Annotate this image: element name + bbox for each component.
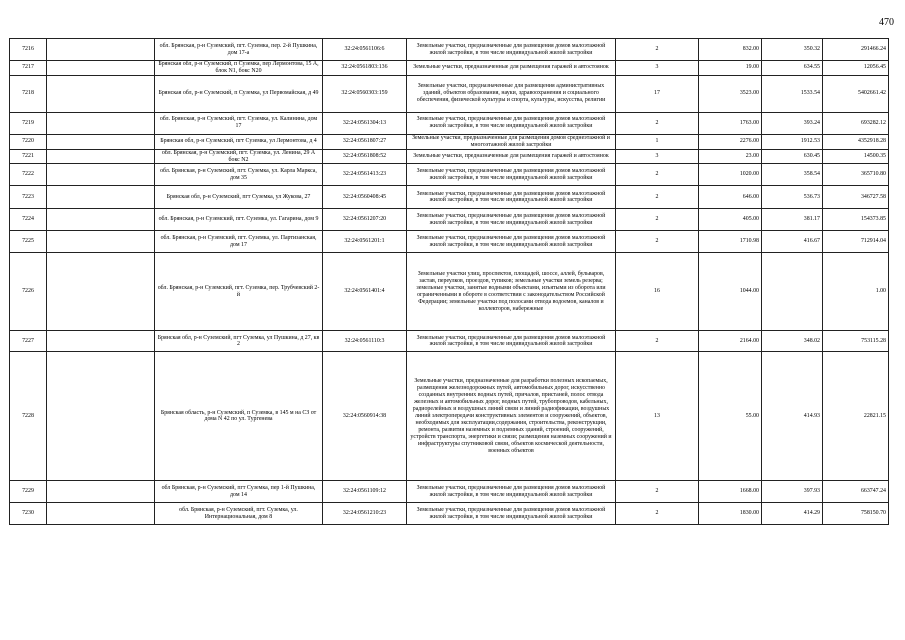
table-row xyxy=(10,253,889,331)
land-use-cell: Земельные участки, предназначенные для размещения домов малоэтажной жилой застройки, в том числе индивидуальной жилой застройки xyxy=(407,331,616,352)
address-cell: Брянская обл, р-н Суземский, п Суземка, ул Первомайская, д 49 xyxy=(155,75,323,112)
row-number: 7224 xyxy=(10,209,47,231)
land-use-cell: Земельные участки, предназначенные для размещения домов малоэтажной жилой застройки, в том числе индивидуальной жилой застройки xyxy=(407,164,616,186)
cadastral-number-cell: 32:24:0560914:38 xyxy=(323,352,407,481)
row-number: 7228 xyxy=(10,352,47,481)
unit-price-cell: 397.93 xyxy=(762,481,823,503)
area-cell: 19.00 xyxy=(699,61,762,76)
table-row xyxy=(10,231,889,253)
area-cell: 1044.00 xyxy=(699,253,762,331)
unit-price-cell: 416.67 xyxy=(762,231,823,253)
spacer-cell xyxy=(47,39,155,61)
area-cell: 2276.00 xyxy=(699,134,762,149)
unit-price-cell: 634.55 xyxy=(762,61,823,76)
unit-price-cell: 350.32 xyxy=(762,39,823,61)
table-row xyxy=(10,39,889,61)
land-use-cell: Земельные участки, предназначенные для размещения домов среднеэтажной и многоэтажной жилой застройки xyxy=(407,134,616,149)
cadastral-number-cell: 32:24:0561401:4 xyxy=(323,253,407,331)
spacer-cell xyxy=(47,186,155,209)
cadastral-value-cell: 14500.35 xyxy=(823,149,889,164)
address-cell: обл. Брянская, р-н Суземский, пгт. Суземка, пер. 2-й Пушкина, дом 17-а xyxy=(155,39,323,61)
cadastral-number-cell: 32:24:0561807:27 xyxy=(323,134,407,149)
row-number: 7225 xyxy=(10,231,47,253)
spacer-cell xyxy=(47,75,155,112)
unit-price-cell: 348.02 xyxy=(762,331,823,352)
cadastral-number-cell: 32:24:0561201:1 xyxy=(323,231,407,253)
address-cell: Брянская обл, р-н Суземский, пгт Суземка, ул Лермонтова, д 4 xyxy=(155,134,323,149)
land-use-cell: Земельные участки, предназначенные для размещения гаражей и автостоянок xyxy=(407,61,616,76)
cadastral-number-cell: 32:24:0561207:20 xyxy=(323,209,407,231)
cadastral-number-cell: 32:24:0561413:23 xyxy=(323,164,407,186)
spacer-cell xyxy=(47,134,155,149)
category-cell: 3 xyxy=(616,149,699,164)
address-cell: обл. Брянская, р-н Суземский, пгт. Суземка, ул. Калинина, дом 17 xyxy=(155,112,323,134)
land-registry-table xyxy=(9,38,889,525)
unit-price-cell xyxy=(762,253,823,331)
cadastral-value-cell: 753115.28 xyxy=(823,331,889,352)
unit-price-cell: 1533.54 xyxy=(762,75,823,112)
cadastral-number-cell: 32:24:0561803:136 xyxy=(323,61,407,76)
spacer-cell xyxy=(47,231,155,253)
category-cell: 2 xyxy=(616,231,699,253)
cadastral-number-cell: 32:24:0561304:13 xyxy=(323,112,407,134)
category-cell: 2 xyxy=(616,481,699,503)
table-row xyxy=(10,149,889,164)
row-number: 7221 xyxy=(10,149,47,164)
area-cell: 3523.00 xyxy=(699,75,762,112)
category-cell: 3 xyxy=(616,61,699,76)
address-cell: обл. Брянская, р-н Суземский, пгт. Суземка, ул. Гагарина, дом 9 xyxy=(155,209,323,231)
spacer-cell xyxy=(47,352,155,481)
cadastral-value-cell: 154373.85 xyxy=(823,209,889,231)
cadastral-value-cell: 1.00 xyxy=(823,253,889,331)
land-use-cell: Земельные участки, предназначенные для размещения домов малоэтажной жилой застройки, в том числе индивидуальной жилой застройки xyxy=(407,112,616,134)
cadastral-number-cell: 32:24:0561808:52 xyxy=(323,149,407,164)
area-cell: 405.00 xyxy=(699,209,762,231)
area-cell: 23.00 xyxy=(699,149,762,164)
address-cell: обл. Брянская, р-н Суземский, пгт. Суземка, ул. Партизанская, дом 17 xyxy=(155,231,323,253)
unit-price-cell: 393.24 xyxy=(762,112,823,134)
table-row xyxy=(10,112,889,134)
row-number: 7230 xyxy=(10,503,47,525)
table-row xyxy=(10,352,889,481)
row-number: 7226 xyxy=(10,253,47,331)
table-row xyxy=(10,331,889,352)
spacer-cell xyxy=(47,503,155,525)
address-cell: Брянская обл, р-н Суземский, пгт Суземка, ул Жукова, 27 xyxy=(155,186,323,209)
spacer-cell xyxy=(47,149,155,164)
cadastral-number-cell: 32:24:0561110:3 xyxy=(323,331,407,352)
category-cell: 1 xyxy=(616,134,699,149)
address-cell: обл Брянская, р-н Суземский, пгт Суземка, пер 1-й Пушкина, дом 14 xyxy=(155,481,323,503)
cadastral-value-cell: 365710.80 xyxy=(823,164,889,186)
category-cell: 2 xyxy=(616,209,699,231)
category-cell: 16 xyxy=(616,253,699,331)
spacer-cell xyxy=(47,481,155,503)
spacer-cell xyxy=(47,331,155,352)
area-cell: 2164.00 xyxy=(699,331,762,352)
cadastral-value-cell: 346727.58 xyxy=(823,186,889,209)
address-cell: Брянская обл, р-н Суземский, пгт Суземка, ул Пушкина, д 27, кв 2 xyxy=(155,331,323,352)
cadastral-value-cell: 12056.45 xyxy=(823,61,889,76)
category-cell: 2 xyxy=(616,39,699,61)
category-cell: 2 xyxy=(616,503,699,525)
cadastral-number-cell: 32:24:0560303:159 xyxy=(323,75,407,112)
cadastral-value-cell: 5402661.42 xyxy=(823,75,889,112)
row-number: 7222 xyxy=(10,164,47,186)
unit-price-cell: 536.73 xyxy=(762,186,823,209)
area-cell: 1668.00 xyxy=(699,481,762,503)
cadastral-number-cell: 32:24:0561210:23 xyxy=(323,503,407,525)
table-row xyxy=(10,209,889,231)
cadastral-value-cell: 663747.24 xyxy=(823,481,889,503)
row-number: 7216 xyxy=(10,39,47,61)
category-cell: 2 xyxy=(616,186,699,209)
land-use-cell: Земельные участки, предназначенные для размещения домов малоэтажной жилой застройки, в том числе индивидуальной жилой застройки xyxy=(407,209,616,231)
table-row xyxy=(10,75,889,112)
unit-price-cell: 358.54 xyxy=(762,164,823,186)
table-row xyxy=(10,134,889,149)
cadastral-number-cell: 32:24:0560408:45 xyxy=(323,186,407,209)
address-cell: обл. Брянская, р-н Суземский, пгт. Суземка, ул. Ленина, 29 А бокс N2 xyxy=(155,149,323,164)
area-cell: 1830.00 xyxy=(699,503,762,525)
row-number: 7220 xyxy=(10,134,47,149)
cadastral-value-cell: 291466.24 xyxy=(823,39,889,61)
cadastral-value-cell: 712914.04 xyxy=(823,231,889,253)
cadastral-value-cell: 22821.15 xyxy=(823,352,889,481)
land-use-cell: Земельные участки, предназначенные для размещения домов малоэтажной жилой застройки, в том числе индивидуальной жилой застройки xyxy=(407,481,616,503)
row-number: 7223 xyxy=(10,186,47,209)
land-use-cell: Земельные участки, предназначенные для размещения административных зданий, объектов образования, науки, здравоохранения и социального обеспечения, физической культуры и спорта, культуры, искусства, религии xyxy=(407,75,616,112)
address-cell: обл. Брянская, р-н Суземский, пгт. Суземка, ул. Карла Маркса, дом 35 xyxy=(155,164,323,186)
category-cell: 2 xyxy=(616,112,699,134)
unit-price-cell: 1912.53 xyxy=(762,134,823,149)
row-number: 7227 xyxy=(10,331,47,352)
cadastral-number-cell: 32:24:0561109:12 xyxy=(323,481,407,503)
category-cell: 17 xyxy=(616,75,699,112)
unit-price-cell: 414.29 xyxy=(762,503,823,525)
address-cell: обл. Брянская, р-н Суземский, пгт. Суземка, ул. Интернациональная, дом 8 xyxy=(155,503,323,525)
category-cell: 13 xyxy=(616,352,699,481)
table-row xyxy=(10,164,889,186)
area-cell: 55.00 xyxy=(699,352,762,481)
cadastral-value-cell: 758150.70 xyxy=(823,503,889,525)
cadastral-value-cell: 4352918.28 xyxy=(823,134,889,149)
area-cell: 1020.00 xyxy=(699,164,762,186)
spacer-cell xyxy=(47,164,155,186)
spacer-cell xyxy=(47,112,155,134)
table-row xyxy=(10,503,889,525)
row-number: 7218 xyxy=(10,75,47,112)
area-cell: 1763.00 xyxy=(699,112,762,134)
spacer-cell xyxy=(47,209,155,231)
unit-price-cell: 630.45 xyxy=(762,149,823,164)
category-cell: 2 xyxy=(616,164,699,186)
cadastral-value-cell: 693282.12 xyxy=(823,112,889,134)
area-cell: 646.00 xyxy=(699,186,762,209)
cadastral-number-cell: 32:24:0561106:6 xyxy=(323,39,407,61)
table-row xyxy=(10,186,889,209)
unit-price-cell: 381.17 xyxy=(762,209,823,231)
unit-price-cell: 414.93 xyxy=(762,352,823,481)
area-cell: 1710.98 xyxy=(699,231,762,253)
land-use-cell: Земельные участки улиц, проспектов, площадей, шоссе, аллей, бульваров, застав, переулков, проездов, тупиков; земельные участки земель резерва; земельные участки, занятые водными объектами, изъятыми из оборота или ограниченными в обороте в соответствии с законодательством Российской Федерации; земельные участки под полосами отвода водоемов, каналов и коллекторов, набережные xyxy=(407,253,616,331)
spacer-cell xyxy=(47,253,155,331)
land-use-cell: Земельные участки, предназначенные для размещения домов малоэтажной жилой застройки, в том числе индивидуальной жилой застройки xyxy=(407,231,616,253)
land-use-cell: Земельные участки, предназначенные для размещения гаражей и автостоянок xyxy=(407,149,616,164)
row-number: 7217 xyxy=(10,61,47,76)
spacer-cell xyxy=(47,61,155,76)
address-cell: обл. Брянская, р-н Суземский, пгт. Суземка, пер. Трубчевский 2-й xyxy=(155,253,323,331)
area-cell: 832.00 xyxy=(699,39,762,61)
category-cell: 2 xyxy=(616,331,699,352)
land-use-cell: Земельные участки, предназначенные для размещения домов малоэтажной жилой застройки, в том числе индивидуальной жилой застройки xyxy=(407,39,616,61)
table-row xyxy=(10,481,889,503)
land-use-cell: Земельные участки, предназначенные для разработки полезных ископаемых, размещения железнодорожных путей, автомобильных дорог, искусственно созданных внутренних водных путей, причалов, пристаней, полос отвода железных и автомобильных дорог, водных путей, трубопроводов, кабельных, радиорелейных и воздушных линий связи и линий радиофикации, воздушных линий электропередачи конструктивных элементов и сооружений, объектов, необходимых для эксплуатации,содержания, строительства, реконструкции, ремонта, развития наземных и подземных зданий, строений, сооружений, устройств транспорта, энергетики и связи; размещения наземных сооружений и инфраструктуры спутниковой связи, объектов космической деятельности, военных объектов xyxy=(407,352,616,481)
row-number: 7219 xyxy=(10,112,47,134)
page-number: 470 xyxy=(879,17,894,28)
row-number: 7229 xyxy=(10,481,47,503)
land-use-cell: Земельные участки, предназначенные для размещения домов малоэтажной жилой застройки, в том числе индивидуальной жилой застройки xyxy=(407,503,616,525)
table-row xyxy=(10,61,889,76)
address-cell: Брянская обл, р-н Суземский, п Суземка, пер Лермонтова, 15 А, блок N1, бокс N20 xyxy=(155,61,323,76)
address-cell: Брянская область, р-н Суземский, п Суземка, в 145 м на СЗ от дома N 42 по ул. Тургенева xyxy=(155,352,323,481)
land-use-cell: Земельные участки, предназначенные для размещения домов малоэтажной жилой застройки, в том числе индивидуальной жилой застройки xyxy=(407,186,616,209)
